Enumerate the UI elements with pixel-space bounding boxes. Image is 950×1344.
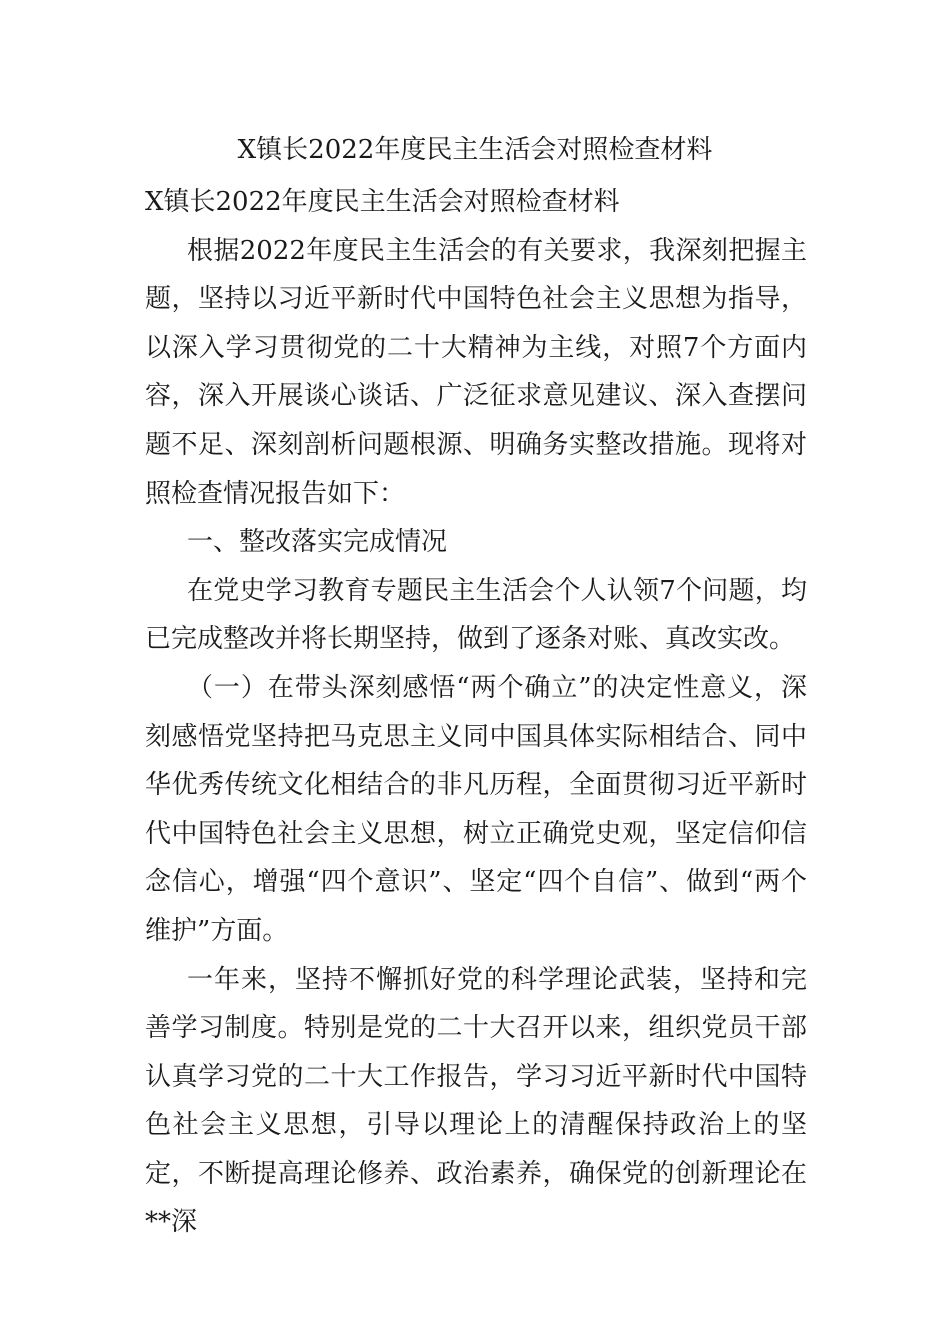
subsection-heading-1: （一）在带头深刻感悟“两个确立”的决定性意义，深刻感悟党坚持把马克思主义同中国具体实际相结合、同中华优秀传统文化相结合的非凡历程，全面贯彻习近平新时代中国特色社会主义思想，树立正确党史观，坚定信仰信念信心，增强“四个意识”、坚定“四个自信”、做到“两个维护”方面。: [145, 672, 807, 946]
document-subtitle: X镇长2022年度民主生活会对照检查材料: [145, 187, 620, 217]
document-body: [145, 178, 807, 1247]
paragraph-rectification: 在党史学习教育专题民主生活会个人认领7个问题，均已完成整改并将长期坚持，做到了逐条对账、真改实改。: [145, 575, 807, 655]
section-heading-1: 一、整改落实完成情况: [187, 527, 448, 558]
document-title: X镇长2022年度民主生活会对照检查材料: [237, 135, 713, 165]
paragraph-intro: 根据2022年度民主生活会的有关要求，我深刻把握主题，坚持以习近平新时代中国特色社会主义思想为指导，以深入学习贯彻党的二十大精神为主线，对照7个方面内容，深入开展谈心谈话、广泛征求意见建议、深入查摆问题不足、深刻剖析问题根源、明确务实整改措施。现将对照检查情况报告如下：: [145, 235, 807, 509]
paragraph-year-review: 一年来，坚持不懈抓好党的科学理论武装，坚持和完善学习制度。特别是党的二十大召开以来，组织党员干部认真学习党的二十大工作报告，学习习近平新时代中国特色社会主义思想，引导以理论上的清醒保持政治上的坚定，不断提高理论修养、政治素养，确保党的创新理论在**深: [145, 964, 807, 1238]
